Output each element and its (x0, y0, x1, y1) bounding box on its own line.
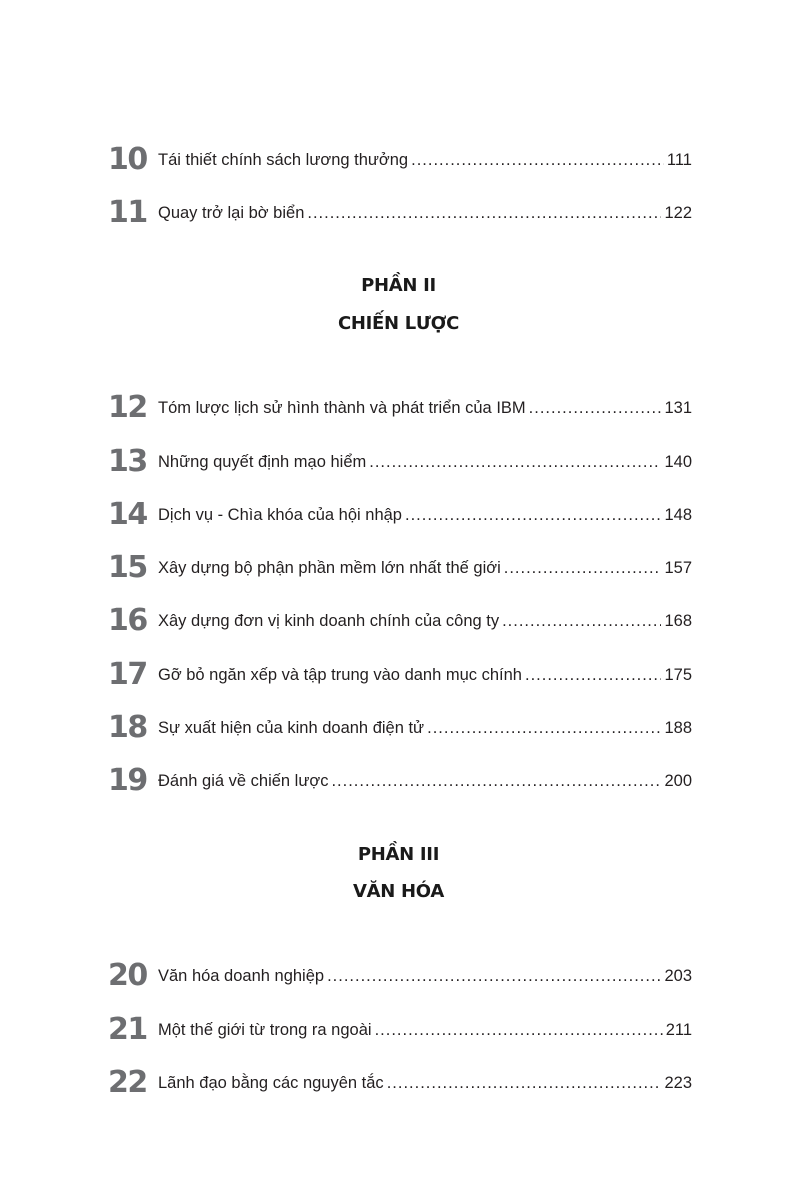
toc-entry[interactable] (108, 140, 692, 180)
page-number: 148 (664, 506, 692, 524)
chapter-title: Xây dựng bộ phận phần mềm lớn nhất thế giới (158, 559, 501, 577)
leader-dots (529, 396, 662, 420)
part-title: CHIẾN LƯỢC (337, 313, 460, 334)
toc-entry[interactable] (108, 495, 692, 535)
chapter-title: Xây dựng đơn vị kinh doanh chính của công ty (158, 612, 500, 630)
page-number: 223 (664, 1074, 692, 1092)
part-label: PHẦN II (361, 275, 436, 296)
chapter-number: 18 (108, 710, 147, 745)
chapter-number: 13 (108, 444, 147, 479)
chapter-title: Một thế giới từ trong ra ngoài (158, 1021, 372, 1039)
chapter-number: 14 (108, 497, 147, 532)
chapter-title: Sự xuất hiện của kinh doanh điện tử (158, 719, 425, 737)
leader-dots (307, 201, 661, 225)
leader-dots (502, 609, 661, 633)
leader-dots (327, 964, 661, 988)
leader-dots (525, 663, 661, 687)
leader-dots (427, 716, 661, 740)
toc-entry[interactable] (108, 388, 692, 428)
chapter-number: 16 (108, 603, 147, 638)
page-number: 157 (664, 559, 692, 577)
leader-dots (387, 1071, 662, 1095)
part-label: PHẦN III (357, 844, 440, 865)
toc-entry[interactable] (108, 1063, 692, 1103)
toc-entry[interactable] (108, 442, 692, 482)
chapter-title: Gỡ bỏ ngăn xếp và tập trung vào danh mục chính (158, 666, 522, 684)
leader-dots (369, 450, 661, 474)
toc-entry[interactable] (108, 655, 692, 695)
leader-dots (331, 769, 661, 793)
toc-entry[interactable] (108, 761, 692, 801)
chapter-number: 12 (108, 390, 147, 425)
toc-entry[interactable] (108, 708, 692, 748)
page-number: 168 (664, 612, 692, 630)
page-number: 200 (664, 772, 692, 790)
page-number: 203 (664, 967, 692, 985)
page-number: 188 (664, 719, 692, 737)
chapter-number: 20 (108, 958, 147, 993)
toc-entry[interactable] (108, 601, 692, 641)
page-number: 122 (664, 204, 692, 222)
toc-entry[interactable] (108, 193, 692, 233)
page-number: 131 (664, 399, 692, 417)
leader-dots (405, 503, 661, 527)
chapter-number: 15 (108, 550, 147, 585)
toc-entry[interactable] (108, 1010, 692, 1050)
leader-dots (375, 1018, 663, 1042)
chapter-title: Những quyết định mạo hiểm (158, 453, 367, 471)
toc-entry[interactable] (108, 956, 692, 996)
chapter-title: Văn hóa doanh nghiệp (158, 967, 325, 985)
leader-dots (504, 556, 662, 580)
chapter-number: 11 (108, 195, 147, 230)
chapter-number: 19 (108, 763, 147, 798)
chapter-title: Tái thiết chính sách lương thưởng (158, 151, 409, 169)
page-number: 140 (664, 453, 692, 471)
chapter-number: 22 (108, 1065, 147, 1100)
page-number: 111 (666, 151, 692, 169)
chapter-title: Đánh giá về chiến lược (158, 772, 329, 790)
toc-entry[interactable] (108, 548, 692, 588)
chapter-title: Tóm lược lịch sử hình thành và phát triển của IBM (158, 399, 526, 417)
chapter-number: 21 (108, 1012, 147, 1047)
page-number: 211 (665, 1021, 692, 1039)
page-number: 175 (664, 666, 692, 684)
chapter-number: 10 (108, 142, 147, 177)
chapter-number: 17 (108, 657, 147, 692)
leader-dots (411, 148, 664, 172)
part-title: VĂN HÓA (353, 881, 444, 902)
chapter-title: Lãnh đạo bằng các nguyên tắc (158, 1074, 384, 1092)
chapter-title: Quay trở lại bờ biển (158, 204, 305, 222)
chapter-title: Dịch vụ - Chìa khóa của hội nhập (158, 506, 402, 524)
